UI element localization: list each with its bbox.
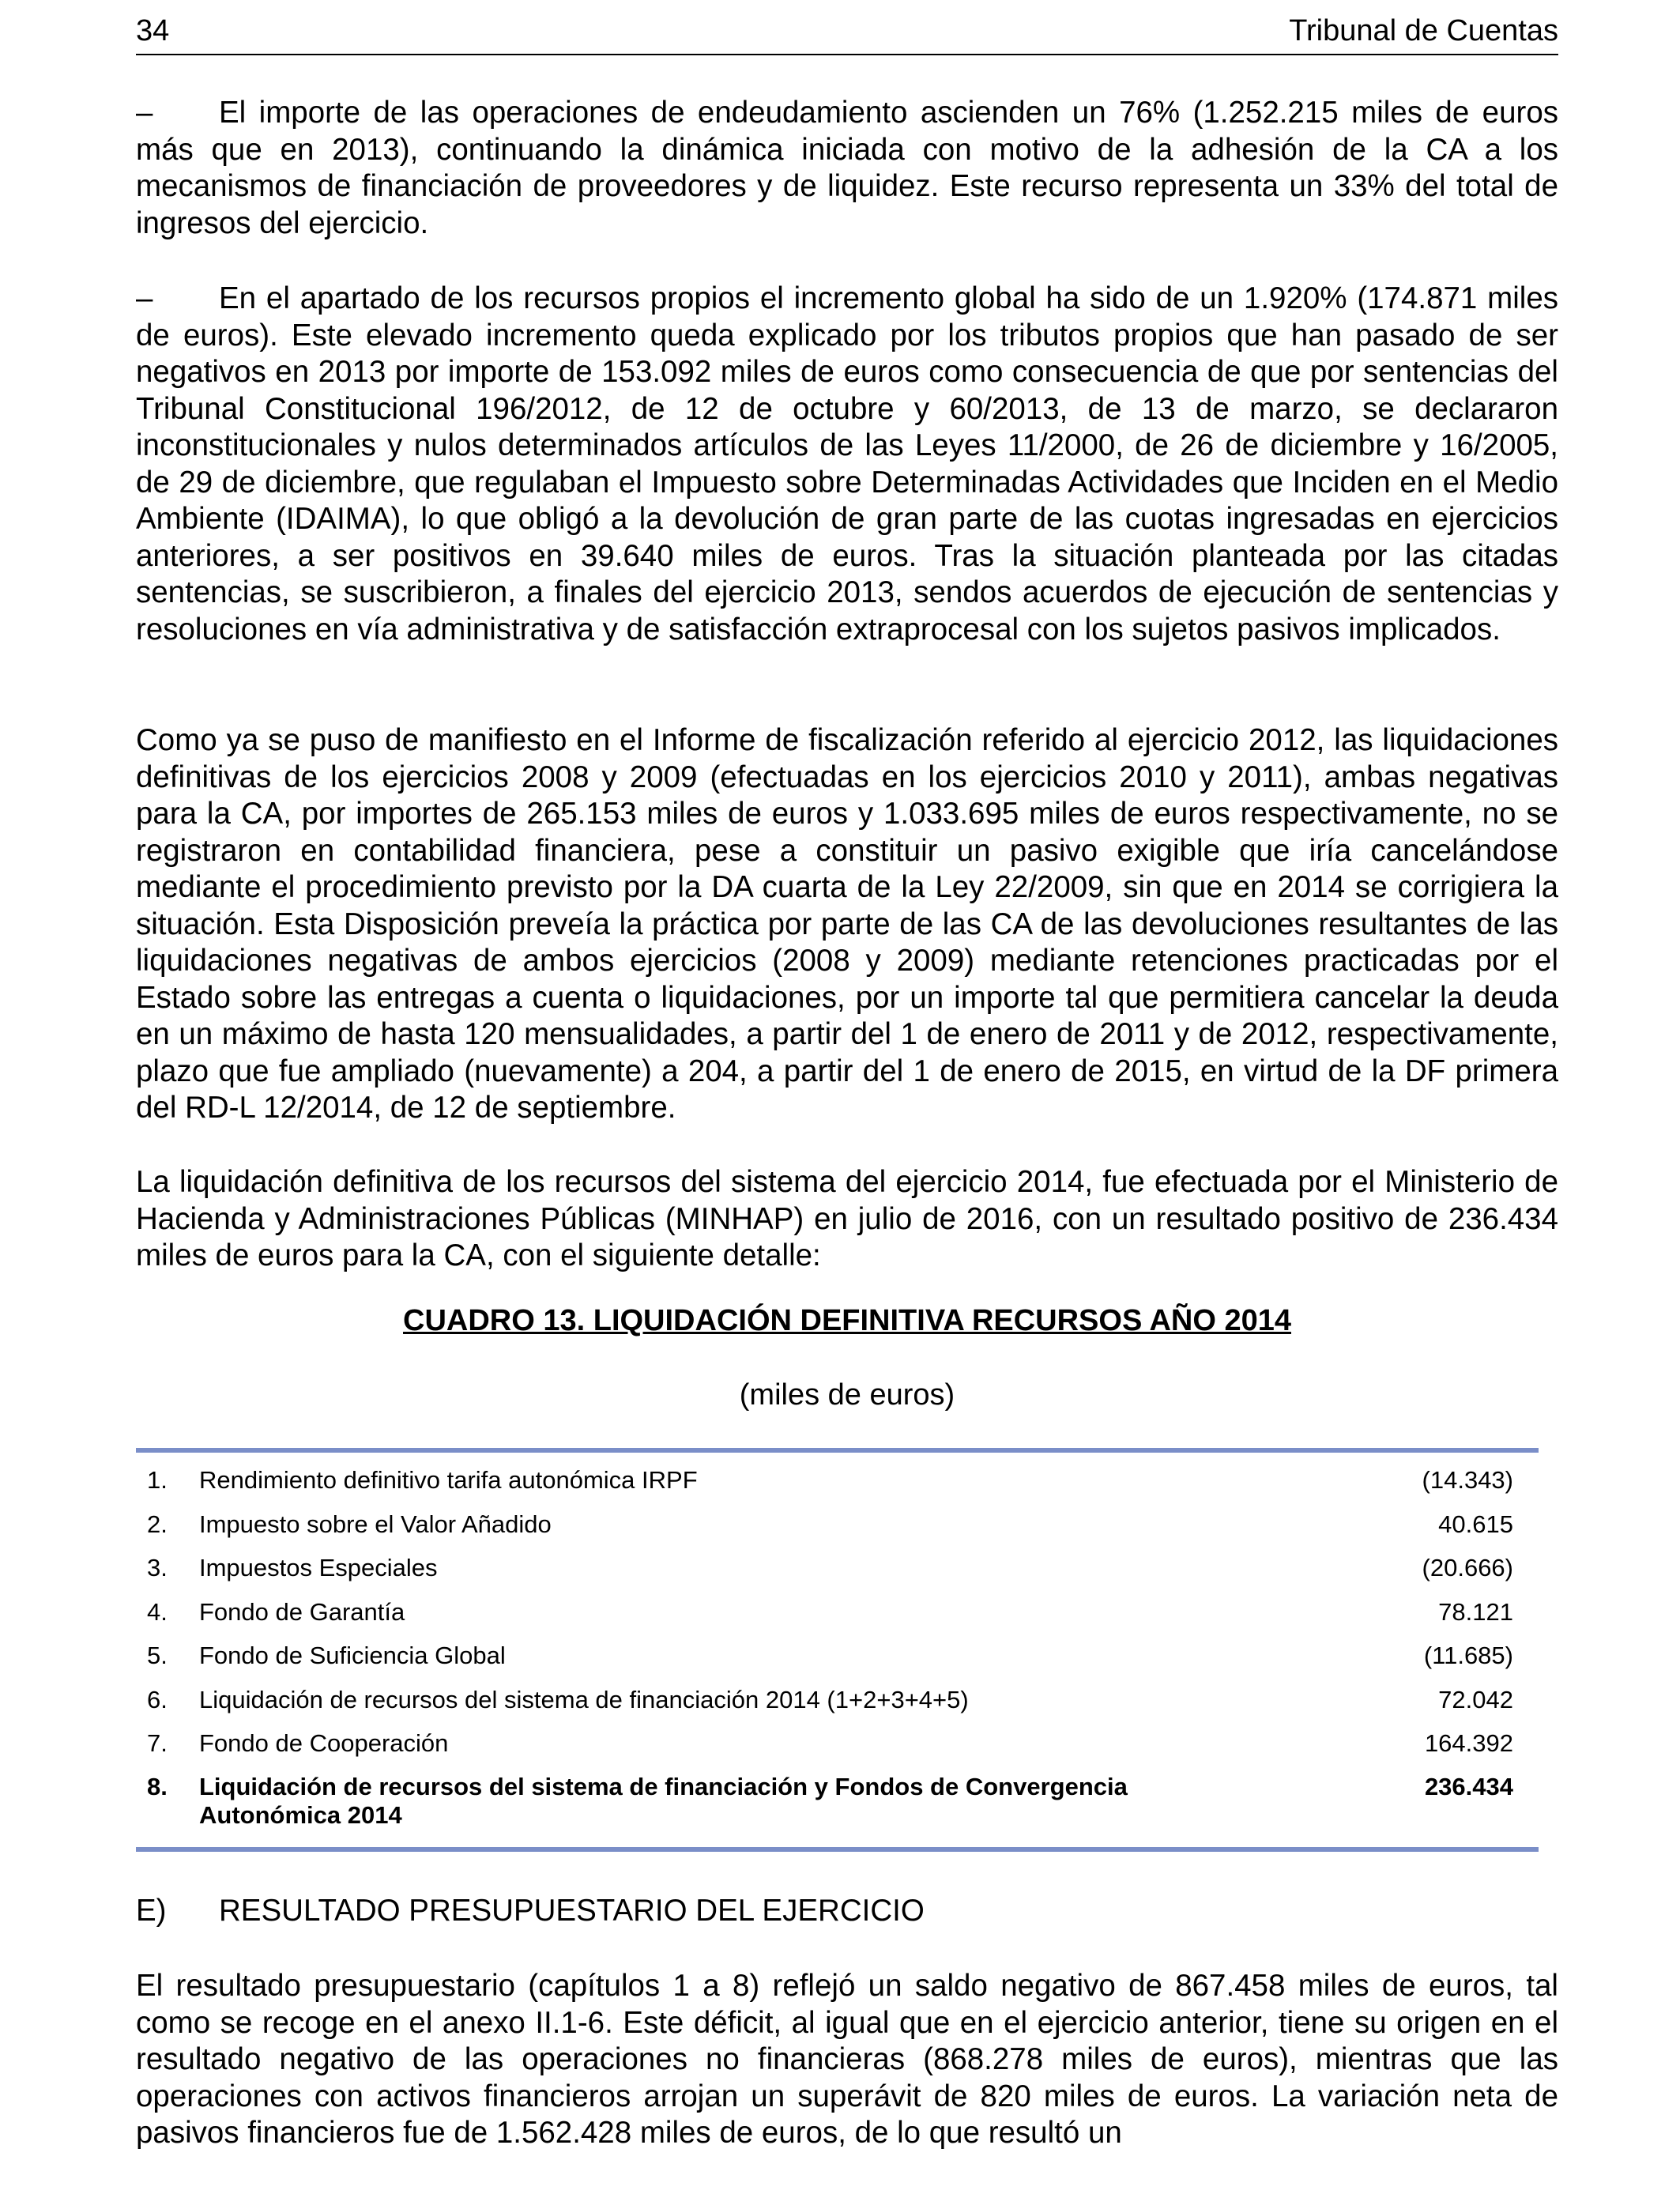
document-page [136,0,1558,2194]
bullet-dash: – [136,281,153,315]
section-heading [136,1893,925,1929]
table-row [136,1685,1539,1729]
row-number: 3. [147,1554,168,1581]
row-concept: Liquidación de recursos del sistema de financiación y Fondos de Convergencia Autonómica 2014 [199,1772,1128,1829]
row-number: 2. [147,1510,168,1538]
table-total-row [136,1773,1539,1830]
row-concept: Fondo de Cooperación [199,1729,449,1757]
section-title: RESULTADO PRESUPUESTARIO DEL EJERCICIO [219,1894,925,1928]
row-amount: 78.121 [1438,1597,1513,1626]
table-top-rule [136,1448,1539,1453]
row-concept: Fondo de Garantía [199,1597,405,1626]
row-amount: 40.615 [1438,1510,1513,1538]
table-row [136,1465,1539,1510]
body-paragraph: El resultado presupuestario (capítulos 1 a 8) reflejó un saldo negativo de 867.458 miles de euros, tal como se recoge en el anexo II.1-6. Este déficit, al igual que en el ejercicio anterior, tiene su origen en el resultado negativo de las operaciones no financieras (868.278 miles de euros), mientras que las operaciones con activos financieros arrojan un superávit de 820 miles de euros. La variación neta de pasivos financieros fue de 1.562.428 miles de euros, de lo que resultó un [136,1969,1558,2150]
row-amount: 164.392 [1424,1729,1513,1757]
row-concept: Impuesto sobre el Valor Añadido [199,1510,552,1538]
table-row [136,1510,1539,1554]
row-concept: Fondo de Suficiencia Global [199,1642,506,1669]
table-title-text: CUADRO 13. LIQUIDACIÓN DEFINITIVA RECURSOS AÑO 2014 [403,1304,1291,1337]
table [136,1465,1539,1830]
table-row [136,1641,1539,1685]
table-row [136,1728,1539,1773]
liquidation-table [136,1448,1539,1852]
row-amount: 72.042 [1438,1685,1513,1713]
row-number: 7. [147,1729,168,1757]
body-paragraph: Como ya se puso de manifiesto en el Informe de fiscalización referido al ejercicio 2012, las liquidaciones definitivas de los ejercicios 2008 y 2009 (efectuadas en los ejercicios 2010 y 2011), ambas negativas para la CA, por importes de 265.153 miles de euros y 1.033.695 miles de euros respectivamente, no se registraron en contabilidad financiera, pese a constituir un pasivo exigible que iría cancelándose mediante el procedimiento previsto por la DA cuarta de la Ley 22/2009, sin que en 2014 se corrigiera la situación. Esta Disposición preveía la práctica por parte de las CA de las devoluciones resultantes de las liquidaciones negativas de ambos ejercicios (2008 y 2009) mediante retenciones practicadas por el Estado sobre las entregas a cuenta o liquidaciones, por un importe tal que permitiera cancelar la deuda en un máximo de hasta 120 mensualidades, a partir del 1 de enero de 2011 y de 2012, respectivamente, plazo que fue ampliado (nuevamente) a 204, a partir del 1 de enero de 2015, en virtud de la DF primera del RD-L 12/2014, de 12 de septiembre. [136,723,1558,1125]
row-number: 4. [147,1597,168,1626]
table-units: (miles de euros) [739,1378,955,1412]
bullet-paragraph [136,95,1558,242]
table-title [136,1302,1558,1339]
bullet-text: En el apartado de los recursos propios el incremento global ha sido de un 1.920% (174.871 miles de euros). Este elevado incremento queda explicado por los tributos propios que han pasado de ser negativos en 2013 por importe de 153.092 miles de euros como consecuencia de que por sentencias del Tribunal Constitucional 196/2012, de 12 de octubre y 60/2013, de 13 de marzo, se declararon inconstitucionales y nulos determinados artículos de las Leyes 11/2000, de 26 de diciembre y 16/2005, de 29 de diciembre, que regulaban el Impuesto sobre Determinadas Actividades que Inciden en el Medio Ambiente (IDAIMA), lo que obligó a la devolución de gran parte de las cuotas ingresadas en ejercicios anteriores, a ser positivos en 39.640 miles de euros. Tras la situación planteada por las citadas sentencias, se suscribieron, a finales del ejercicio 2013, sendos acuerdos de ejecución de sentencias y resoluciones en vía administrativa y de satisfacción extraprocesal con los sujetos pasivos implicados. [136,281,1558,647]
page-number: 34 [136,14,170,47]
row-number: 8. [147,1772,168,1800]
bullet-dash: – [136,96,153,130]
row-number: 1. [147,1466,168,1494]
row-concept: Rendimiento definitivo tarifa autonómica IRPF [199,1466,698,1494]
row-amount: (14.343) [1422,1466,1513,1494]
row-amount: (11.685) [1423,1642,1513,1669]
section-letter: E) [136,1894,167,1928]
table-row [136,1597,1539,1642]
body-paragraph: La liquidación definitiva de los recursos del sistema del ejercicio 2014, fue efectuada por el Ministerio de Hacienda y Administraciones Públicas (MINHAP) en julio de 2016, con un resultado positivo de 236.434 miles de euros para la CA, con el siguiente detalle: [136,1165,1558,1272]
running-title: Tribunal de Cuentas [1289,14,1558,47]
row-concept: Impuestos Especiales [199,1554,438,1581]
row-number: 6. [147,1685,168,1713]
row-amount: 236.434 [1424,1772,1513,1800]
row-amount: (20.666) [1422,1554,1513,1581]
bullet-paragraph [136,281,1558,648]
page-header [136,14,1558,55]
row-number: 5. [147,1642,168,1669]
bullet-text: El importe de las operaciones de endeudamiento ascienden un 76% (1.252.215 miles de euros más que en 2013), continuando la dinámica iniciada con motivo de la adhesión de la CA a los mecanismos de financiación de proveedores y de liquidez. Este recurso representa un 33% del total de ingresos del ejercicio. [136,96,1558,240]
table-bottom-rule [136,1847,1539,1852]
row-concept: Liquidación de recursos del sistema de financiación 2014 (1+2+3+4+5) [199,1685,969,1713]
table-row [136,1553,1539,1597]
